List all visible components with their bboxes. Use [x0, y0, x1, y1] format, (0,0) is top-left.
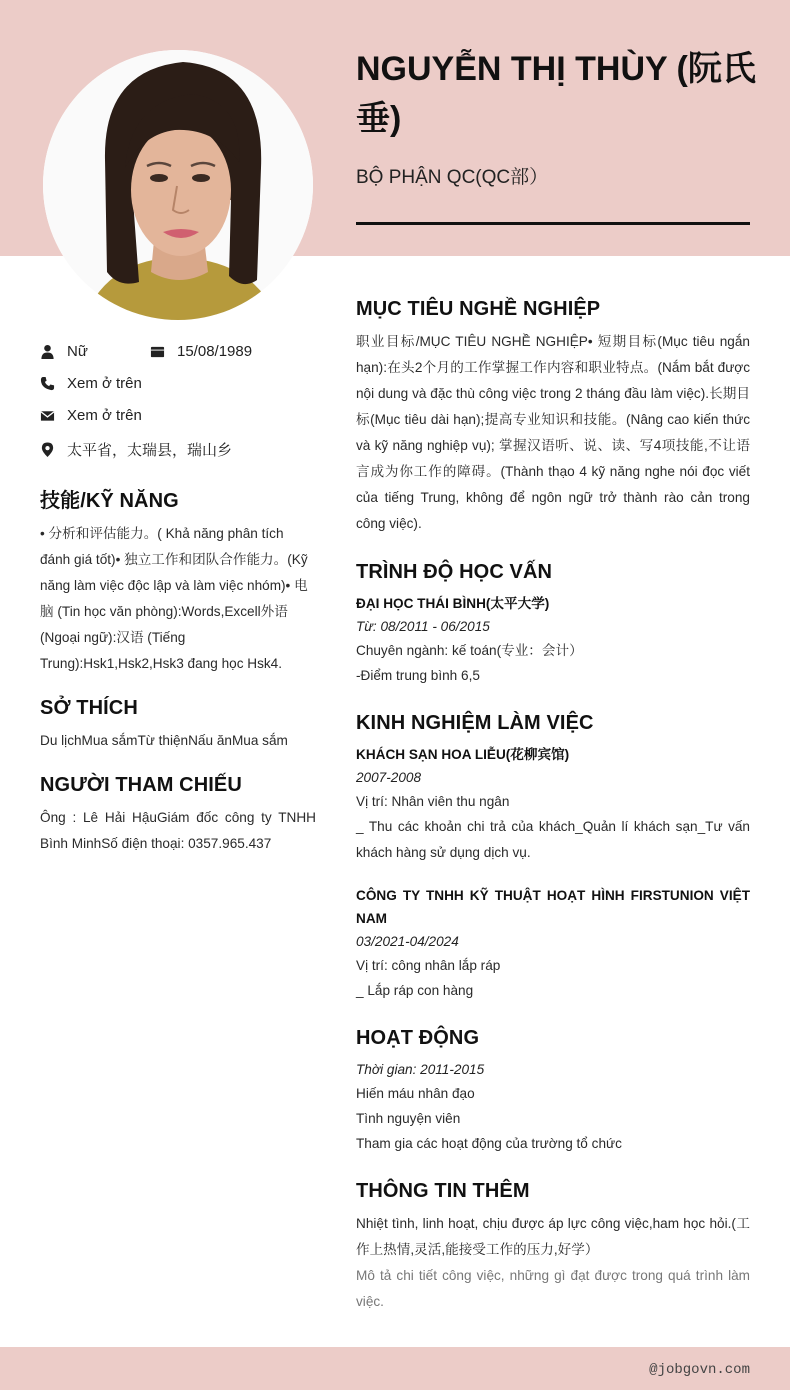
job-period: 03/2021-04/2024 — [356, 934, 459, 949]
experience-section — [356, 712, 750, 1003]
phone-icon — [40, 376, 55, 391]
job-company: CÔNG TY TNHH KỸ THUẬT HOẠT HÌNH FIRSTUNION VIỆT NAM — [356, 888, 750, 926]
activity-item: Tình nguyện viên — [356, 1111, 461, 1126]
person-icon — [40, 344, 55, 359]
job-entry — [356, 884, 750, 1003]
school-name: ĐẠI HỌC THÁI BÌNH(太平大学) — [356, 596, 550, 611]
footer-watermark: @jobgovn.com — [649, 1362, 750, 1378]
references-heading: NGƯỜI THAM CHIẾU — [40, 774, 242, 796]
additional-text: Nhiệt tình, linh hoạt, chịu được áp lực công việc,ham học hỏi.(工作上热情,灵活,能接受工作的压力,好学） — [356, 1216, 750, 1257]
title-divider — [356, 222, 750, 225]
additional-section — [356, 1180, 750, 1315]
objective-heading: MỤC TIÊU NGHỀ NGHIỆP — [356, 298, 601, 320]
activities-section — [356, 1027, 750, 1156]
job-role: Vị trí: Nhân viên thu ngân — [356, 794, 510, 809]
address-value: 太平省，太瑞县，瑞山乡 — [67, 442, 233, 459]
job-period: 2007-2008 — [356, 770, 422, 785]
education-heading: TRÌNH ĐỘ HỌC VẤN — [356, 561, 553, 583]
hobbies-section — [40, 697, 316, 754]
activities-period: Thời gian: 2011-2015 — [356, 1062, 485, 1077]
job-role: Vị trí: công nhân lắp ráp — [356, 958, 501, 973]
education-period: Từ: 08/2011 - 06/2015 — [356, 619, 490, 634]
activities-heading: HOẠT ĐỘNG — [356, 1027, 480, 1049]
email-value: Xem ở trên — [67, 407, 142, 424]
left-column — [40, 484, 316, 857]
job-description: _ Lắp ráp con hàng — [356, 983, 474, 998]
calendar-icon — [150, 344, 165, 359]
phone-value: Xem ở trên — [67, 375, 142, 392]
location-pin-icon — [40, 442, 55, 457]
phone-row — [40, 375, 142, 392]
hobbies-text: Du lịchMua sắmTừ thiệnNấu ănMua sắm — [40, 733, 288, 748]
job-entry — [356, 743, 750, 866]
skills-heading: 技能/KỸ NĂNG — [40, 490, 179, 512]
profile-photo — [43, 50, 313, 320]
job-position: BỘ PHẬN QC(QC部） — [356, 167, 549, 188]
additional-placeholder: Mô tả chi tiết công việc, những gì đạt được trong quá trình làm việc. — [356, 1268, 750, 1309]
skills-text: • 分析和评估能力。( Khả năng phân tích đánh giá tốt)• 独立工作和团队合作能力。(Kỹ năng làm việc độc lập và làm việc nhóm)• 电脑 (Tin học văn phòng):Words,Excell外语 (Ngoại ngữ):汉语 (Tiếng Trung):Hsk1,Hsk2,Hsk3 đang học Hsk4. — [40, 526, 308, 671]
right-column — [356, 298, 750, 1315]
objective-text: 职业目标/MỤC TIÊU NGHỀ NGHIỆP• 短期目标(Mục tiêu ngắn hạn):在头2个月的工作掌握工作内容和职业特点。(Nắm bắt được nội dung và đặc thù công việc trong 2 tháng đầu làm việc).长期目标(Mục tiêu dài hạn);提高专业知识和技能。(Nâng cao kiến thức và kỹ năng nghiệp vụ); 掌握汉语听、说、读、写4项技能,不让语言成为你工作的障碍。(Thành thạo 4 kỹ năng nghe nói đọc viết của tiếng Trung, không để ngôn ngữ trở thành rào cản trong công việc). — [356, 334, 750, 531]
portrait-image — [43, 50, 313, 320]
job-description: _ Thu các khoản chi trả của khách_Quản lí khách sạn_Tư vấn khách hàng sử dụng dịch vụ. — [356, 819, 750, 860]
education-major: Chuyên ngành: kế toán(专业：会计） — [356, 643, 583, 658]
candidate-name: NGUYỄN THỊ THÙY (阮氏垂) — [356, 50, 756, 138]
email-row — [40, 407, 142, 424]
address-row — [40, 439, 232, 460]
dob-value: 15/08/1989 — [177, 343, 253, 360]
references-text: Ông : Lê Hải HậuGiám đốc công ty TNHH Bình MinhSố điện thoại: 0357.965.437 — [40, 810, 316, 851]
hobbies-heading: SỞ THÍCH — [40, 697, 138, 719]
additional-heading: THÔNG TIN THÊM — [356, 1180, 530, 1202]
job-company: KHÁCH SẠN HOA LIỄU(花柳宾馆) — [356, 747, 570, 762]
objective-section — [356, 298, 750, 537]
gender-value: Nữ — [67, 343, 88, 360]
education-section — [356, 561, 750, 688]
activity-item: Hiến máu nhân đạo — [356, 1086, 475, 1101]
activity-item: Tham gia các hoạt động của trường tổ chức — [356, 1136, 622, 1151]
skills-section — [40, 484, 316, 677]
experience-heading: KINH NGHIỆM LÀM VIỆC — [356, 712, 594, 734]
mail-icon — [40, 408, 55, 423]
gender-row — [40, 343, 88, 360]
references-section — [40, 774, 316, 857]
education-gpa: -Điểm trung bình 6,5 — [356, 668, 480, 683]
dob-row — [150, 343, 252, 360]
